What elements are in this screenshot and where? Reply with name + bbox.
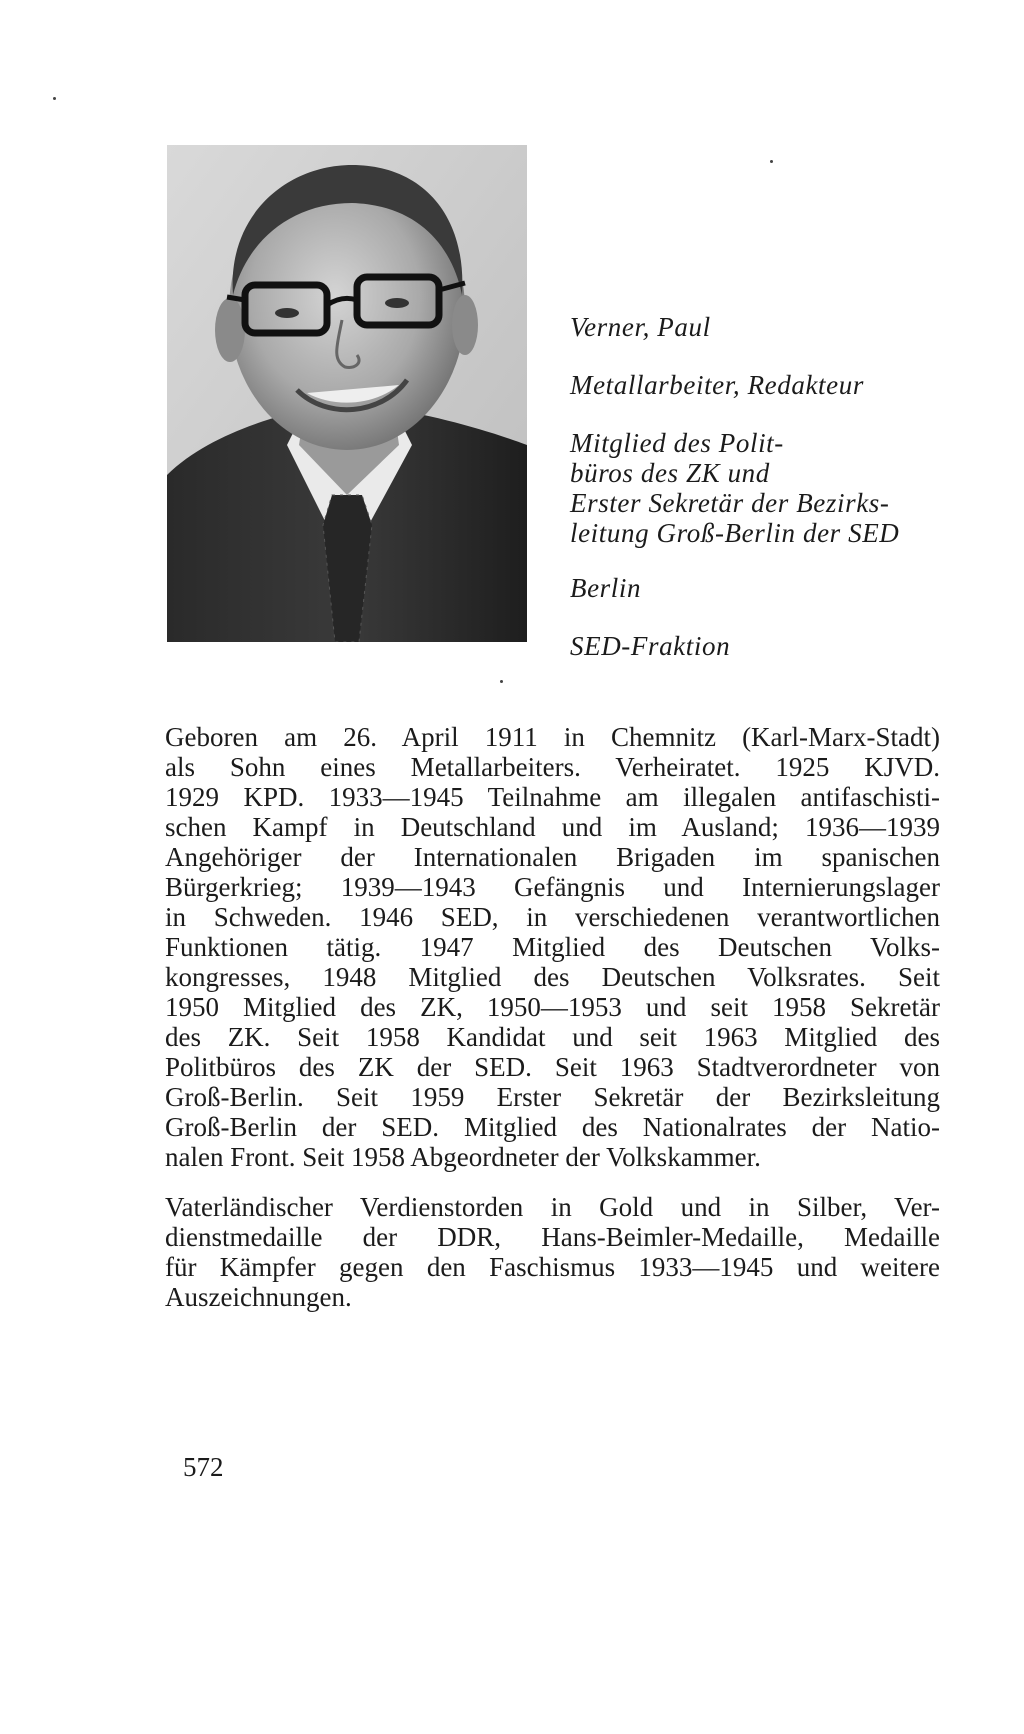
- portrait-photo: [167, 145, 527, 642]
- caption-block: [570, 312, 950, 661]
- scan-speck: [500, 680, 503, 683]
- biography-line: schen Kampf in Deutschland und im Ausland; 1936—1939: [165, 812, 940, 842]
- awards-line: für Kämpfer gegen den Faschismus 1933—1945 und weitere: [165, 1252, 940, 1282]
- awards-line: Vaterländischer Verdienstorden in Gold und in Silber, Ver-: [165, 1192, 940, 1222]
- page-number: 572: [183, 1452, 224, 1482]
- biography-line: Funktionen tätig. 1947 Mitglied des Deutschen Volks-: [165, 932, 940, 962]
- occupation: Metallarbeiter, Redakteur: [570, 370, 864, 400]
- location: Berlin: [570, 573, 642, 603]
- scan-speck: [770, 160, 773, 163]
- biography-line: Geboren am 26. April 1911 in Chemnitz (Karl-Marx-Stadt): [165, 722, 940, 752]
- biography-line: als Sohn eines Metallarbeiters. Verheiratet. 1925 KJVD.: [165, 752, 940, 782]
- biography-line: Groß-Berlin. Seit 1959 Erster Sekretär der Bezirksleitung: [165, 1082, 940, 1112]
- biography-line: nalen Front. Seit 1958 Abgeordneter der Volkskammer.: [165, 1142, 761, 1172]
- biography-line: Groß-Berlin der SED. Mitglied des Nationalrates der Natio-: [165, 1112, 940, 1142]
- portrait-image: [167, 145, 527, 642]
- function-line: Mitglied des Polit-: [570, 428, 784, 458]
- biography-line: Angehöriger der Internationalen Brigaden im spanischen: [165, 842, 940, 872]
- function-line: Erster Sekretär der Bezirks-: [570, 488, 890, 518]
- biography-line: 1950 Mitglied des ZK, 1950—1953 und seit 1958 Sekretär: [165, 992, 940, 1022]
- biography-line: Bürgerkrieg; 1939—1943 Gefängnis und Internierungslager: [165, 872, 940, 902]
- person-name: Verner, Paul: [570, 312, 711, 342]
- faction: SED-Fraktion: [570, 631, 731, 661]
- biography: [165, 722, 940, 1312]
- awards-line: Auszeichnungen.: [165, 1282, 352, 1312]
- biography-line: 1929 KPD. 1933—1945 Teilnahme am illegalen antifaschisti-: [165, 782, 940, 812]
- biography-line: Politbüros des ZK der SED. Seit 1963 Stadtverordneter von: [165, 1052, 940, 1082]
- awards-line: dienstmedaille der DDR, Hans-Beimler-Medaille, Medaille: [165, 1222, 940, 1252]
- biography-line: kongresses, 1948 Mitglied des Deutschen Volksrates. Seit: [165, 962, 940, 992]
- function-line: leitung Groß-Berlin der SED: [570, 518, 900, 548]
- scan-speck: [53, 97, 56, 100]
- function-line: büros des ZK und: [570, 458, 770, 488]
- biography-line: in Schweden. 1946 SED, in verschiedenen verantwortlichen: [165, 902, 940, 932]
- biography-line: des ZK. Seit 1958 Kandidat und seit 1963 Mitglied des: [165, 1022, 940, 1052]
